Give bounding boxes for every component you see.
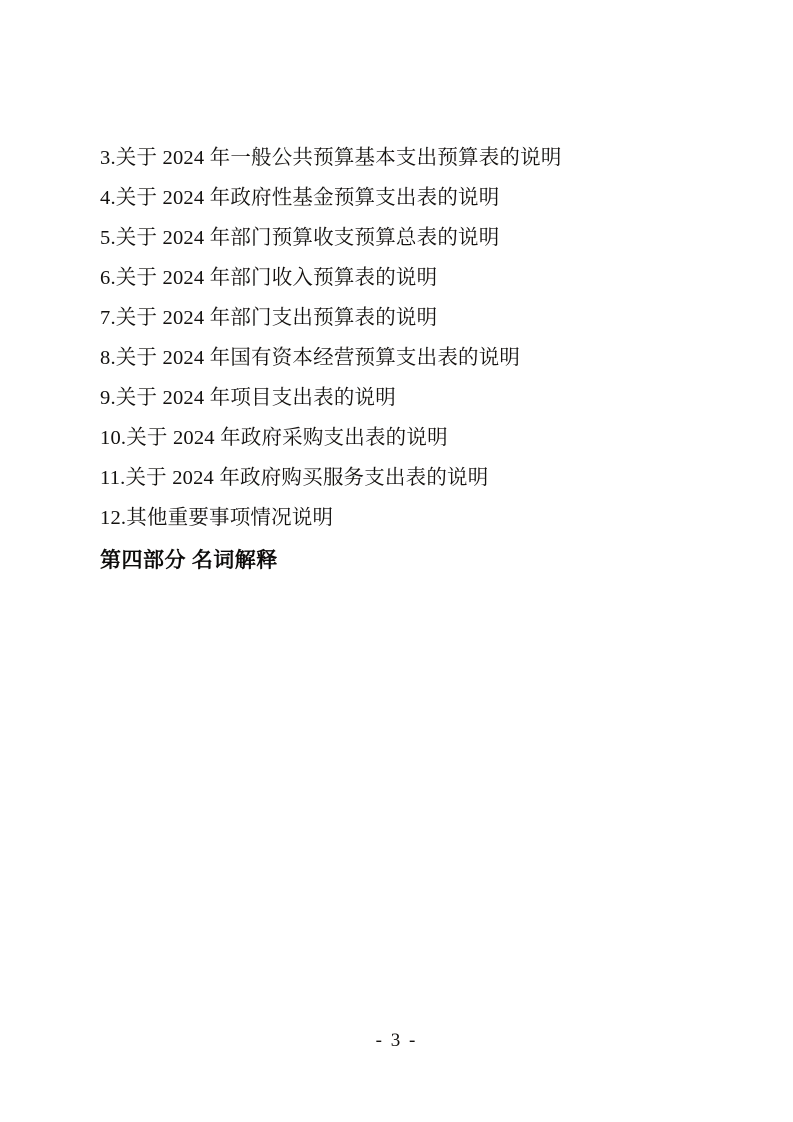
list-item: 5.关于 2024 年部门预算收支预算总表的说明 bbox=[100, 227, 500, 249]
list-item: 9.关于 2024 年项目支出表的说明 bbox=[100, 387, 396, 409]
page-number: - 3 - bbox=[375, 1030, 418, 1051]
list-item: 3.关于 2024 年一般公共预算基本支出预算表的说明 bbox=[100, 147, 562, 169]
section-heading: 第四部分 名词解释 bbox=[100, 548, 278, 572]
list-item: 11.关于 2024 年政府购买服务支出表的说明 bbox=[100, 467, 489, 489]
list-item: 10.关于 2024 年政府采购支出表的说明 bbox=[100, 427, 448, 449]
list-item: 6.关于 2024 年部门收入预算表的说明 bbox=[100, 267, 438, 289]
list-item: 4.关于 2024 年政府性基金预算支出表的说明 bbox=[100, 187, 500, 209]
list-item: 8.关于 2024 年国有资本经营预算支出表的说明 bbox=[100, 347, 521, 369]
list-item: 7.关于 2024 年部门支出预算表的说明 bbox=[100, 307, 438, 329]
table-of-contents bbox=[100, 138, 700, 580]
list-item: 12.其他重要事项情况说明 bbox=[100, 507, 334, 529]
